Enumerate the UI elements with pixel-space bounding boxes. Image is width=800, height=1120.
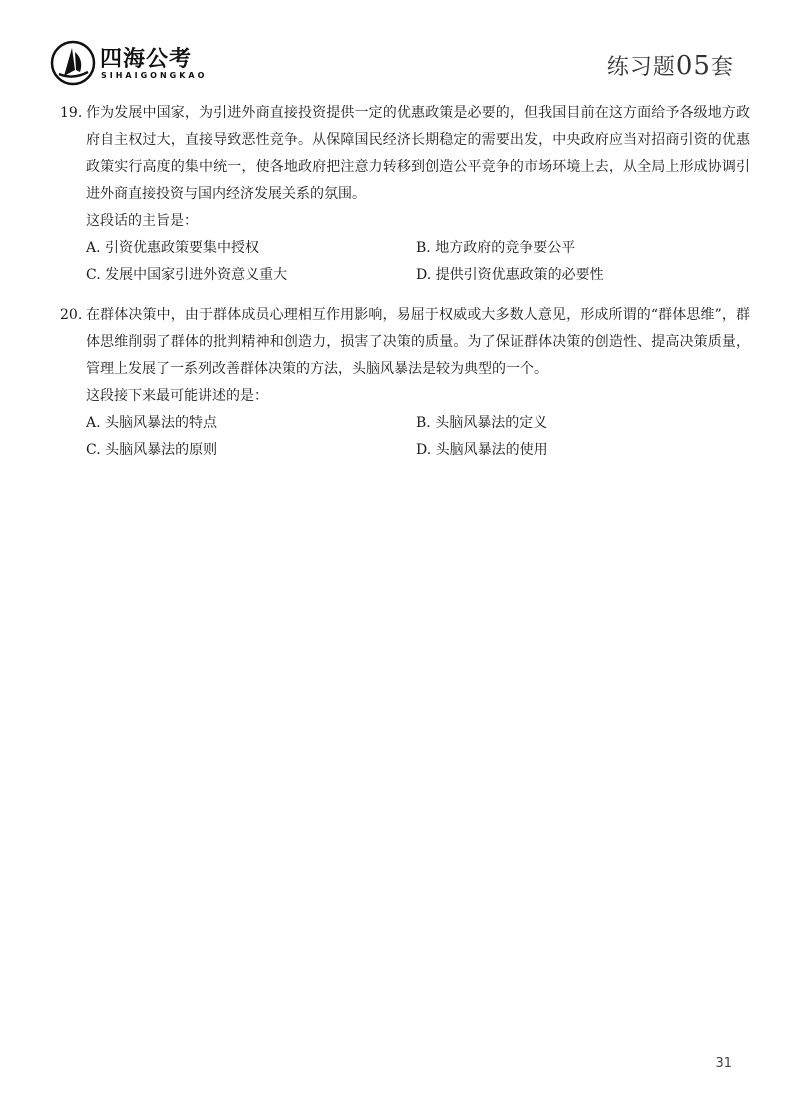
option-d[interactable]: D. 头脑风暴法的使用 bbox=[416, 442, 548, 458]
brand-subtitle: SIHAIGONGKAO bbox=[101, 71, 208, 80]
answer-options bbox=[86, 410, 750, 464]
question-20 bbox=[60, 302, 750, 464]
option-c[interactable]: C. 头脑风暴法的原则 bbox=[86, 442, 218, 458]
brand-name: 四海公考 bbox=[100, 47, 193, 72]
question-body bbox=[86, 302, 750, 464]
set-number: 05 bbox=[675, 51, 711, 81]
set-prefix: 练习题 bbox=[606, 55, 676, 80]
option-c[interactable]: C. 发展中国家引进外资意义重大 bbox=[86, 267, 288, 283]
question-stem: 在群体决策中，由于群体成员心理相互作用影响，易屈于权威或大多数人意见，形成所谓的“群体思维”，群体思维削弱了群体的批判精神和创造力，损害了决策的质量。为了保证群体决策的创造性、提高决策质量，管理上发展了一系列改善群体决策的方法，头脑风暴法是较为典型的一个。 bbox=[86, 307, 750, 377]
question-body bbox=[86, 100, 750, 289]
option-b[interactable]: B. 头脑风暴法的定义 bbox=[416, 415, 548, 431]
question-number: 19. bbox=[60, 105, 83, 121]
option-b[interactable]: B. 地方政府的竞争要公平 bbox=[416, 240, 576, 256]
option-a[interactable]: A. 引资优惠政策要集中授权 bbox=[86, 240, 260, 256]
exercise-set-title bbox=[607, 50, 734, 81]
page-number: 31 bbox=[715, 1056, 732, 1071]
option-a[interactable]: A. 头脑风暴法的特点 bbox=[86, 415, 218, 431]
set-suffix: 套 bbox=[710, 55, 734, 80]
question-19 bbox=[60, 100, 750, 289]
option-d[interactable]: D. 提供引资优惠政策的必要性 bbox=[416, 267, 604, 283]
question-prompt: 这段话的主旨是： bbox=[86, 213, 198, 229]
sail-logo-icon bbox=[50, 40, 96, 86]
brand-logo bbox=[50, 40, 210, 90]
answer-options bbox=[86, 235, 750, 289]
page-header bbox=[0, 0, 800, 100]
question-number: 20. bbox=[60, 307, 83, 323]
question-stem: 作为发展中国家，为引进外商直接投资提供一定的优惠政策是必要的，但我国目前在这方面给予各级地方政府自主权过大，直接导致恶性竞争。从保障国民经济长期稳定的需要出发，中央政府应当对招商引资的优惠政策实行高度的集中统一，使各地政府把注意力转移到创造公平竞争的市场环境上去，从全局上形成协调引进外商直接投资与国内经济发展关系的氛围。 bbox=[86, 105, 750, 202]
question-prompt: 这段接下来最可能讲述的是： bbox=[86, 388, 268, 404]
